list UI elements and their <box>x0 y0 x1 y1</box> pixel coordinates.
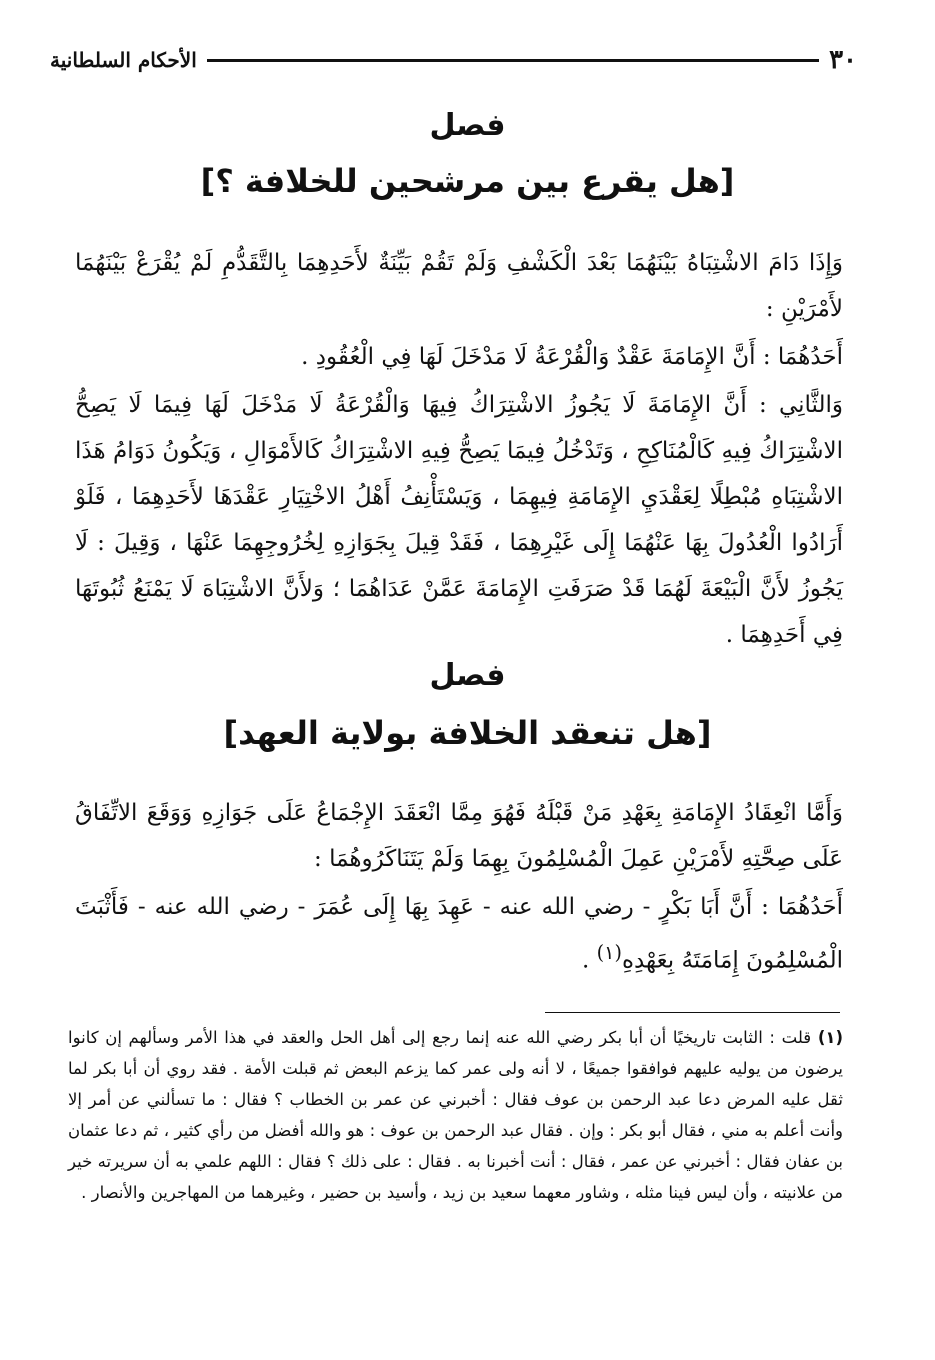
section-1-label: فصل <box>429 108 506 143</box>
footnote-separator <box>545 1012 840 1013</box>
section-2-label: فصل <box>429 658 506 693</box>
section-1-title: [هل يقرع بين مرشحين للخلافة ؟] <box>200 162 735 200</box>
page-number: ٣٠ <box>829 45 857 75</box>
footnote <box>68 1022 843 1208</box>
header-rule <box>207 59 819 62</box>
paragraph: أَحَدُهُمَا : أَنَّ الإِمَامَةَ عَقْدٌ وَالْقُرْعَةُ لَا مَدْخَلَ لَهَا فِي الْعُقُودِ . <box>301 344 843 370</box>
running-header <box>50 42 857 78</box>
section-2-title: [هل تنعقد الخلافة بولاية العهد] <box>223 714 712 752</box>
running-title: الأحكام السلطانية <box>50 48 197 72</box>
paragraph: وَأَمَّا انْعِقَادُ الإِمَامَةِ بِعَهْدِ مَنْ قَبْلَهُ فَهُوَ مِمَّا انْعَقَدَ الإِجْمَاعُ عَلَى جَوَازِهِ وَوَقَعَ الاتِّفَاقُ عَلَى صِحَّتِهِ لأَمْرَيْنِ عَمِلَ الْمُسْلِمُونَ بِهِمَا وَلَمْ يَتَنَاكَرُوهُمَا : <box>75 800 843 872</box>
paragraph: وَالثَّانِي : أَنَّ الإِمَامَةَ لَا يَجُوزُ الاشْتِرَاكُ فِيهَا وَالْقُرْعَةُ لَا مَدْخَلَ لَهَا فِيمَا لَا يَصِحُّ الاشْتِرَاكُ فِيهِ كَالْمُنَاكِحِ ، وَتَدْخُلُ فِيمَا يَصِحُّ فِيهِ الاشْتِرَاكُ كَالأَمْوَالِ ، وَيَكُونُ دَوَامُ هَذَا الاشْتِبَاهِ مُبْطِلًا لِعَقْدَيِ الإِمَامَةِ فِيهِمَا ، وَيَسْتَأْنِفُ أَهْلُ الاخْتِيَارِ عَقْدَهَا لأَحَدِهِمَا ، فَلَوْ أَرَادُوا الْعُدُولَ بِهَا عَنْهُمَا إِلَى غَيْرِهِمَا ، فَقَدْ قِيلَ بِجَوَازِهِ لِخُرُوجِهِمَا عَنْهَا ، وَقِيلَ : لَا يَجُوزُ لأَنَّ الْبَيْعَةَ لَهُمَا قَدْ صَرَفَتِ الإِمَامَةَ عَمَّنْ عَدَاهُمَا ؛ وَلأَنَّ الاشْتِبَاهَ لَا يَمْنَعُ ثُبُوتَهَا فِي أَحَدِهِمَا . <box>75 392 843 648</box>
footnote-reference[interactable]: (١) <box>596 941 622 964</box>
section-1-body <box>75 240 843 658</box>
paragraph: وَإِذَا دَامَ الاشْتِبَاهُ بَيْنَهُمَا بَعْدَ الْكَشْفِ وَلَمْ تَقُمْ بَيِّنَةٌ لأَحَدِهِمَا بِالتَّقَدُّمِ لَمْ يُقْرَعْ بَيْنَهُمَا لأَمْرَيْنِ : <box>75 250 843 322</box>
section-2-body <box>75 790 843 984</box>
footnote-number: (١) <box>817 1028 843 1047</box>
footnote-text: قلت : الثابت تاريخيًا أن أبا بكر رضي الله عنه إنما رجع إلى أهل الحل والعقد في هذا الأمر وسألهم إن كانوا يرضون من يوليه عليهم فوافقوا جميعًا ، لا أنه ولى عمر كما يزعم البعض ثم قبلت الأمة . فقد روي أن أبا بكر لما ثقل عليه المرض دعا عبد الرحمن بن عوف فقال : أخبرني عن عمر بن الخطاب ؟ فقال : ما تسألني عن أمر إلا وأنت أعلم به مني ، فقال أبو بكر : وإن . فقال عبد الرحمن بن عوف : هو والله أفضل من رأي كثير ، ثم دعا عثمان بن عفان فقال : أخبرني عن عمر ، فقال : أنت أخبرنا به . فقال : على ذلك ؟ فقال : اللهم علمي به أن سريرته خير من علانيته ، وأن ليس فينا مثله ، وشاور معهما سعيد بن زيد ، وأسيد بن حضير ، وغيرهما من المهاجرين والأنصار . <box>68 1028 843 1202</box>
footnotes <box>68 1022 843 1208</box>
paragraph-text: أَحَدُهُمَا : أَنَّ أَبَا بَكْرٍ - رضي الله عنه - عَهِدَ بِهَا إِلَى عُمَرَ - رضي الله عنه - فَأَثْبَتَ الْمُسْلِمُونَ إِمَامَتَهُ بِعَهْدِهِ <box>75 894 843 974</box>
paragraph: أَحَدُهُمَا : أَنَّ أَبَا بَكْرٍ - رضي الله عنه - عَهِدَ بِهَا إِلَى عُمَرَ - رضي الله عنه - فَأَثْبَتَ الْمُسْلِمُونَ إِمَامَتَهُ بِعَهْدِهِ$^{(١)}$ . <box>75 894 843 974</box>
